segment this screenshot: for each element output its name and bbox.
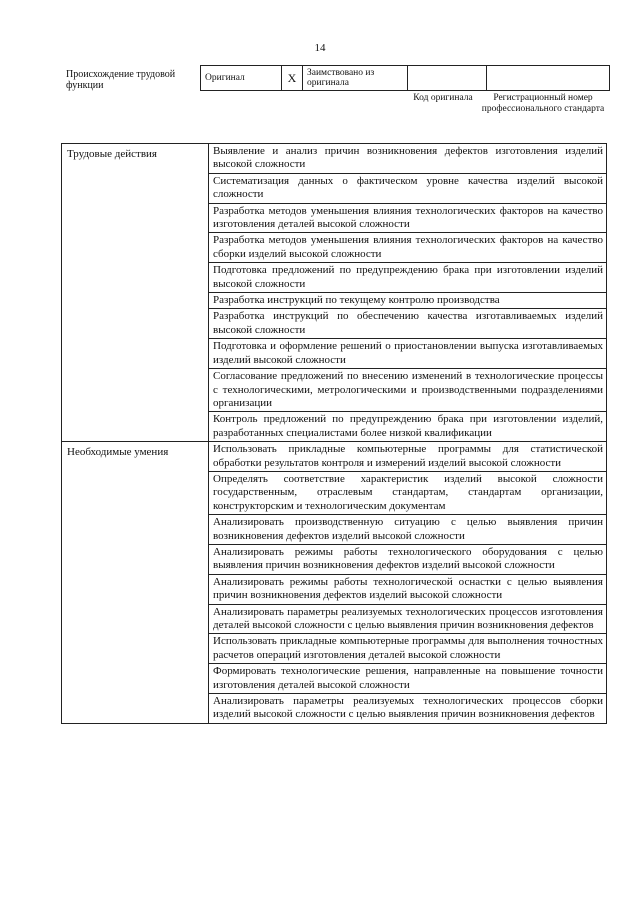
list-item: Определять соответствие характеристик изделий высокой сложности государственным, отраслевым стандартам, стандартам организации, конструкторским и технологическим документам bbox=[209, 472, 606, 515]
section-label: Необходимые умения bbox=[62, 442, 209, 724]
function-table bbox=[61, 143, 607, 724]
list-item: Разработка инструкций по обеспечению качества изготавливаемых изделий высокой сложности bbox=[209, 309, 606, 339]
list-item: Подготовка и оформление решений о приостановлении выпуска изготавливаемых изделий высокой сложности bbox=[209, 339, 606, 369]
list-item: Анализировать производственную ситуацию с целью выявления причин возникновения дефектов изделий высокой сложности bbox=[209, 515, 606, 545]
section-items bbox=[209, 144, 607, 442]
reg-number-label: Регистрационный номер профессионального стандарта bbox=[481, 93, 605, 114]
list-item: Систематизация данных о фактическом уровне качества изделий высокой сложности bbox=[209, 174, 606, 204]
list-item: Выявление и анализ причин возникновения дефектов изготовления изделий высокой сложности bbox=[209, 144, 606, 174]
list-item: Согласование предложений по внесению изменений в технологические процессы с технологическими, метрологическими и производственными подразделениями организации bbox=[209, 369, 606, 412]
list-item: Разработка методов уменьшения влияния технологических факторов на качество изготовления деталей высокой сложности bbox=[209, 204, 606, 234]
origin-table bbox=[200, 65, 610, 91]
list-item: Разработка инструкций по текущему контролю производства bbox=[209, 293, 606, 309]
list-item: Анализировать параметры реализуемых технологических процессов изготовления деталей высокой сложности с целью выявления причин возникновения дефектов bbox=[209, 605, 606, 635]
origin-borrowed-cell: Заимствовано из оригинала bbox=[303, 66, 408, 91]
list-item: Анализировать параметры реализуемых технологических процессов сборки изделий высокой сложности с целью выявления причин возникновения дефектов bbox=[213, 695, 603, 721]
list-item: Анализировать режимы работы технологического оборудования с целью выявления причин возникновения дефектов изделий высокой сложности bbox=[209, 545, 606, 575]
list-item: Использовать прикладные компьютерные программы для выполнения точностных расчетов операций изготовления деталей высокой сложности bbox=[209, 634, 606, 664]
section-row bbox=[62, 442, 607, 724]
list-item: Контроль предложений по предупреждению брака при изготовлении изделий, разработанных специалистами более низкой квалификации bbox=[213, 413, 603, 439]
list-item: Подготовка предложений по предупреждению брака при изготовлении изделий высокой сложности bbox=[209, 263, 606, 293]
origin-reg-number-cell bbox=[487, 66, 610, 91]
section-label: Трудовые действия bbox=[62, 144, 209, 442]
origin-code-cell bbox=[408, 66, 487, 91]
list-item: Анализировать режимы работы технологической оснастки с целью выявления причин возникновения дефектов изделий высокой сложности bbox=[209, 575, 606, 605]
origin-mark-cell: X bbox=[282, 66, 303, 91]
origin-label: Происхождение трудовой функции bbox=[66, 69, 176, 91]
section-row bbox=[62, 144, 607, 442]
section-items bbox=[209, 442, 607, 724]
code-original-label: Код оригинала bbox=[413, 93, 473, 103]
list-item: Использовать прикладные компьютерные программы для статистической обработки результатов контроля и измерений изделий высокой сложности bbox=[209, 442, 606, 472]
page-number: 14 bbox=[314, 42, 326, 54]
origin-original-cell: Оригинал bbox=[201, 66, 282, 91]
list-item: Формировать технологические решения, направленные на повышение точности изготовления деталей высокой сложности bbox=[209, 664, 606, 694]
list-item: Разработка методов уменьшения влияния технологических факторов на качество сборки изделий высокой сложности bbox=[209, 233, 606, 263]
